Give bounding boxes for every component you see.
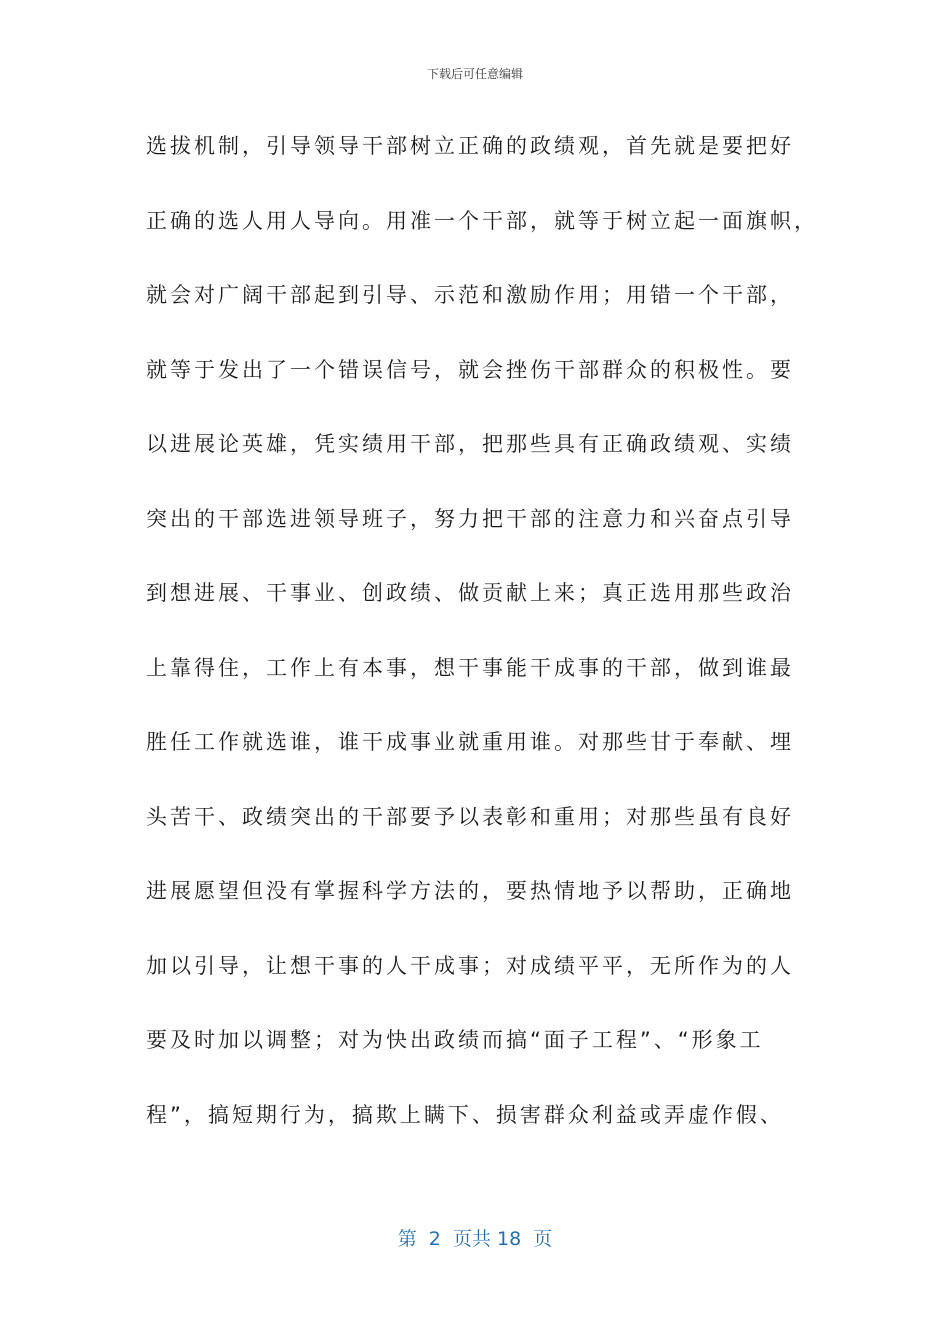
body-line: 突出的干部选进领导班子，努力把干部的注意力和兴奋点引导 (146, 506, 794, 531)
body-line: 头苦干、政绩突出的干部要予以表彰和重用；对那些虽有良好 (146, 804, 794, 829)
body-line: 上靠得住，工作上有本事，想干事能干成事的干部，做到谁最 (146, 655, 794, 680)
body-line: 以进展论英雄，凭实绩用干部，把那些具有正确政绩观、实绩 (146, 432, 794, 456)
body-line: 正确的选人用人导向。用准一个干部，就等于树立起一面旗帜， (146, 208, 818, 233)
body-line: 就会对广阔干部起到引导、示范和激励作用；用错一个干部， (146, 283, 794, 307)
page-number-footer: 第 2 页共 18 页 (397, 1228, 553, 1250)
body-line: 胜任工作就选谁，谁干成事业就重用谁。对那些甘于奉献、埋 (146, 730, 794, 754)
body-line: 要及时加以调整；对为快出政绩而搞“面子工程”、“形象工 (146, 1028, 764, 1052)
body-line: 选拔机制，引导领导干部树立正确的政绩观，首先就是要把好 (146, 134, 794, 158)
page-header-note: 下载后可任意编辑 (426, 67, 523, 81)
body-line: 到想进展、干事业、创政绩、做贡献上来；真正选用那些政治 (146, 581, 794, 605)
body-line: 程”，搞短期行为，搞欺上瞒下、损害群众利益或弄虚作假、 (146, 1102, 784, 1127)
body-line: 进展愿望但没有掌握科学方法的，要热情地予以帮助，正确地 (146, 879, 794, 903)
document-body (146, 124, 818, 1167)
body-line: 就等于发出了一个错误信号，就会挫伤干部群众的积极性。要 (146, 357, 794, 382)
body-line: 加以引导，让想干事的人干成事；对成绩平平，无所作为的人 (146, 953, 794, 978)
